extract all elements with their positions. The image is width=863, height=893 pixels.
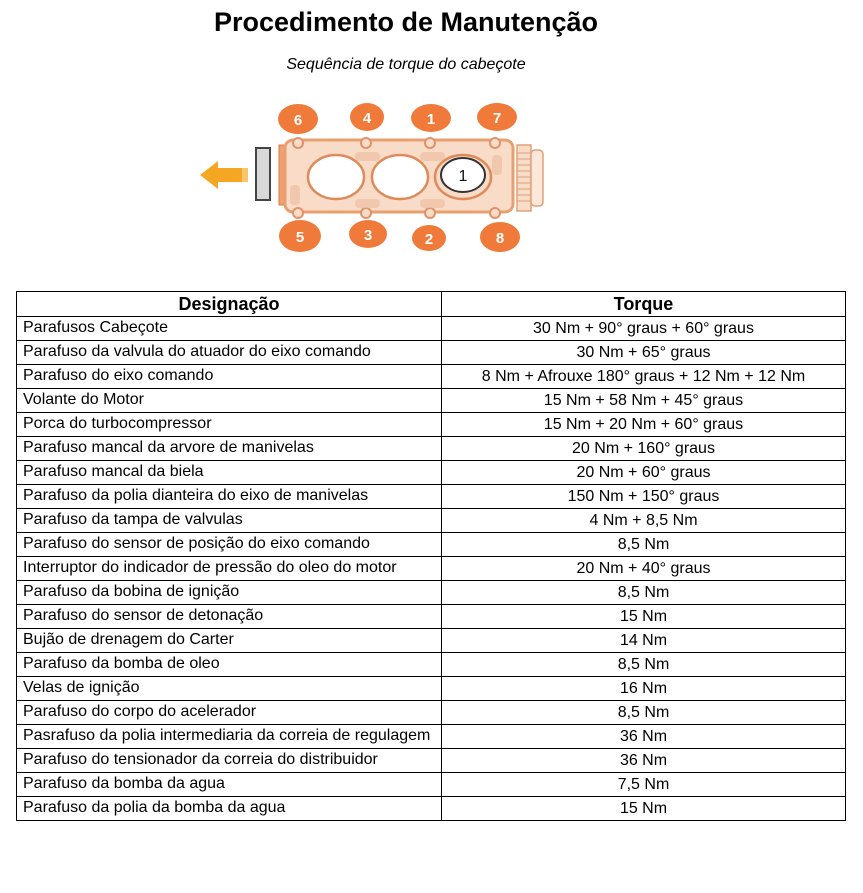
table-header-row (17, 292, 846, 317)
table-row (17, 701, 846, 725)
designacao-cell: Volante do Motor (17, 389, 442, 413)
designacao-cell: Parafuso do sensor de detonação (17, 605, 442, 629)
torque-sequence-diagram (190, 95, 560, 255)
torque-cell: 7,5 Nm (442, 773, 846, 797)
table-row (17, 365, 846, 389)
torque-cell: 8,5 Nm (442, 533, 846, 557)
torque-cell: 20 Nm + 160° graus (442, 437, 846, 461)
table-row (17, 605, 846, 629)
designacao-cell: Pasrafuso da polia intermediaria da correia de regulagem (17, 725, 442, 749)
torque-cell: 14 Nm (442, 629, 846, 653)
torque-cell: 8 Nm + Afrouxe 180° graus + 12 Nm + 12 Nm (442, 365, 846, 389)
table-row (17, 509, 846, 533)
table-row (17, 749, 846, 773)
bolt-number: 6 (293, 112, 303, 129)
table-row (17, 677, 846, 701)
designacao-cell: Parafusos Cabeçote (17, 317, 442, 341)
bolt-number: 4 (362, 110, 372, 127)
designacao-cell: Parafuso da polia dianteira do eixo de manivelas (17, 485, 442, 509)
page-subtitle: Sequência de torque do cabeçote (286, 56, 526, 73)
column-header-designacao: Designação (17, 292, 442, 317)
table-row (17, 653, 846, 677)
designacao-cell: Porca do turbocompressor (17, 413, 442, 437)
torque-cell: 36 Nm (442, 749, 846, 773)
table-row (17, 773, 846, 797)
table-row (17, 413, 846, 437)
designacao-cell: Parafuso do eixo comando (17, 365, 442, 389)
table-row (17, 797, 846, 821)
torque-cell: 8,5 Nm (442, 581, 846, 605)
cylinder-label: 1 (458, 168, 468, 185)
torque-cell: 30 Nm + 90° graus + 60° graus (442, 317, 846, 341)
torque-cell: 30 Nm + 65° graus (442, 341, 846, 365)
torque-cell: 20 Nm + 40° graus (442, 557, 846, 581)
designacao-cell: Parafuso mancal da arvore de manivelas (17, 437, 442, 461)
table-row (17, 317, 846, 341)
torque-cell: 4 Nm + 8,5 Nm (442, 509, 846, 533)
torque-cell: 15 Nm + 20 Nm + 60° graus (442, 413, 846, 437)
table-row (17, 389, 846, 413)
page-title: Procedimento de Manutenção (213, 7, 599, 37)
torque-cell: 16 Nm (442, 677, 846, 701)
designacao-cell: Parafuso da bobina de ignição (17, 581, 442, 605)
table-row (17, 533, 846, 557)
table-row (17, 557, 846, 581)
bolt-number: 1 (426, 111, 436, 128)
torque-table (16, 291, 846, 821)
torque-cell: 8,5 Nm (442, 653, 846, 677)
bolt-number: 3 (363, 227, 373, 244)
end-plate (256, 148, 270, 200)
torque-cell: 15 Nm (442, 605, 846, 629)
designacao-cell: Parafuso da tampa de valvulas (17, 509, 442, 533)
table-row (17, 461, 846, 485)
designacao-cell: Velas de ignição (17, 677, 442, 701)
table-row (17, 485, 846, 509)
bolt-number: 5 (295, 229, 305, 246)
designacao-cell: Parafuso da polia da bomba da agua (17, 797, 442, 821)
designacao-cell: Parafuso do sensor de posição do eixo comando (17, 533, 442, 557)
designacao-cell: Parafuso da valvula do atuador do eixo comando (17, 341, 442, 365)
table-row (17, 437, 846, 461)
torque-cell: 8,5 Nm (442, 701, 846, 725)
designacao-cell: Parafuso do tensionador da correia do distribuidor (17, 749, 442, 773)
direction-arrow-icon (200, 161, 248, 189)
cylinder-bore (372, 155, 428, 199)
designacao-cell: Parafuso mancal da biela (17, 461, 442, 485)
column-header-torque: Torque (442, 292, 846, 317)
table-row (17, 581, 846, 605)
designacao-cell: Parafuso da bomba da agua (17, 773, 442, 797)
torque-cell: 15 Nm (442, 797, 846, 821)
table-row (17, 725, 846, 749)
torque-cell: 150 Nm + 150° graus (442, 485, 846, 509)
torque-cell: 20 Nm + 60° graus (442, 461, 846, 485)
designacao-cell: Interruptor do indicador de pressão do oleo do motor (17, 557, 442, 581)
designacao-cell: Parafuso da bomba de oleo (17, 653, 442, 677)
bolt-number: 8 (495, 230, 505, 247)
table-row (17, 629, 846, 653)
designacao-cell: Parafuso do corpo do acelerador (17, 701, 442, 725)
torque-cell: 36 Nm (442, 725, 846, 749)
cylinder-bore (308, 155, 364, 199)
timing-pulley-icon (517, 145, 543, 211)
bolt-number: 7 (492, 110, 502, 127)
torque-cell: 15 Nm + 58 Nm + 45° graus (442, 389, 846, 413)
bolt-number: 2 (424, 231, 434, 248)
table-row (17, 341, 846, 365)
designacao-cell: Bujão de drenagem do Carter (17, 629, 442, 653)
